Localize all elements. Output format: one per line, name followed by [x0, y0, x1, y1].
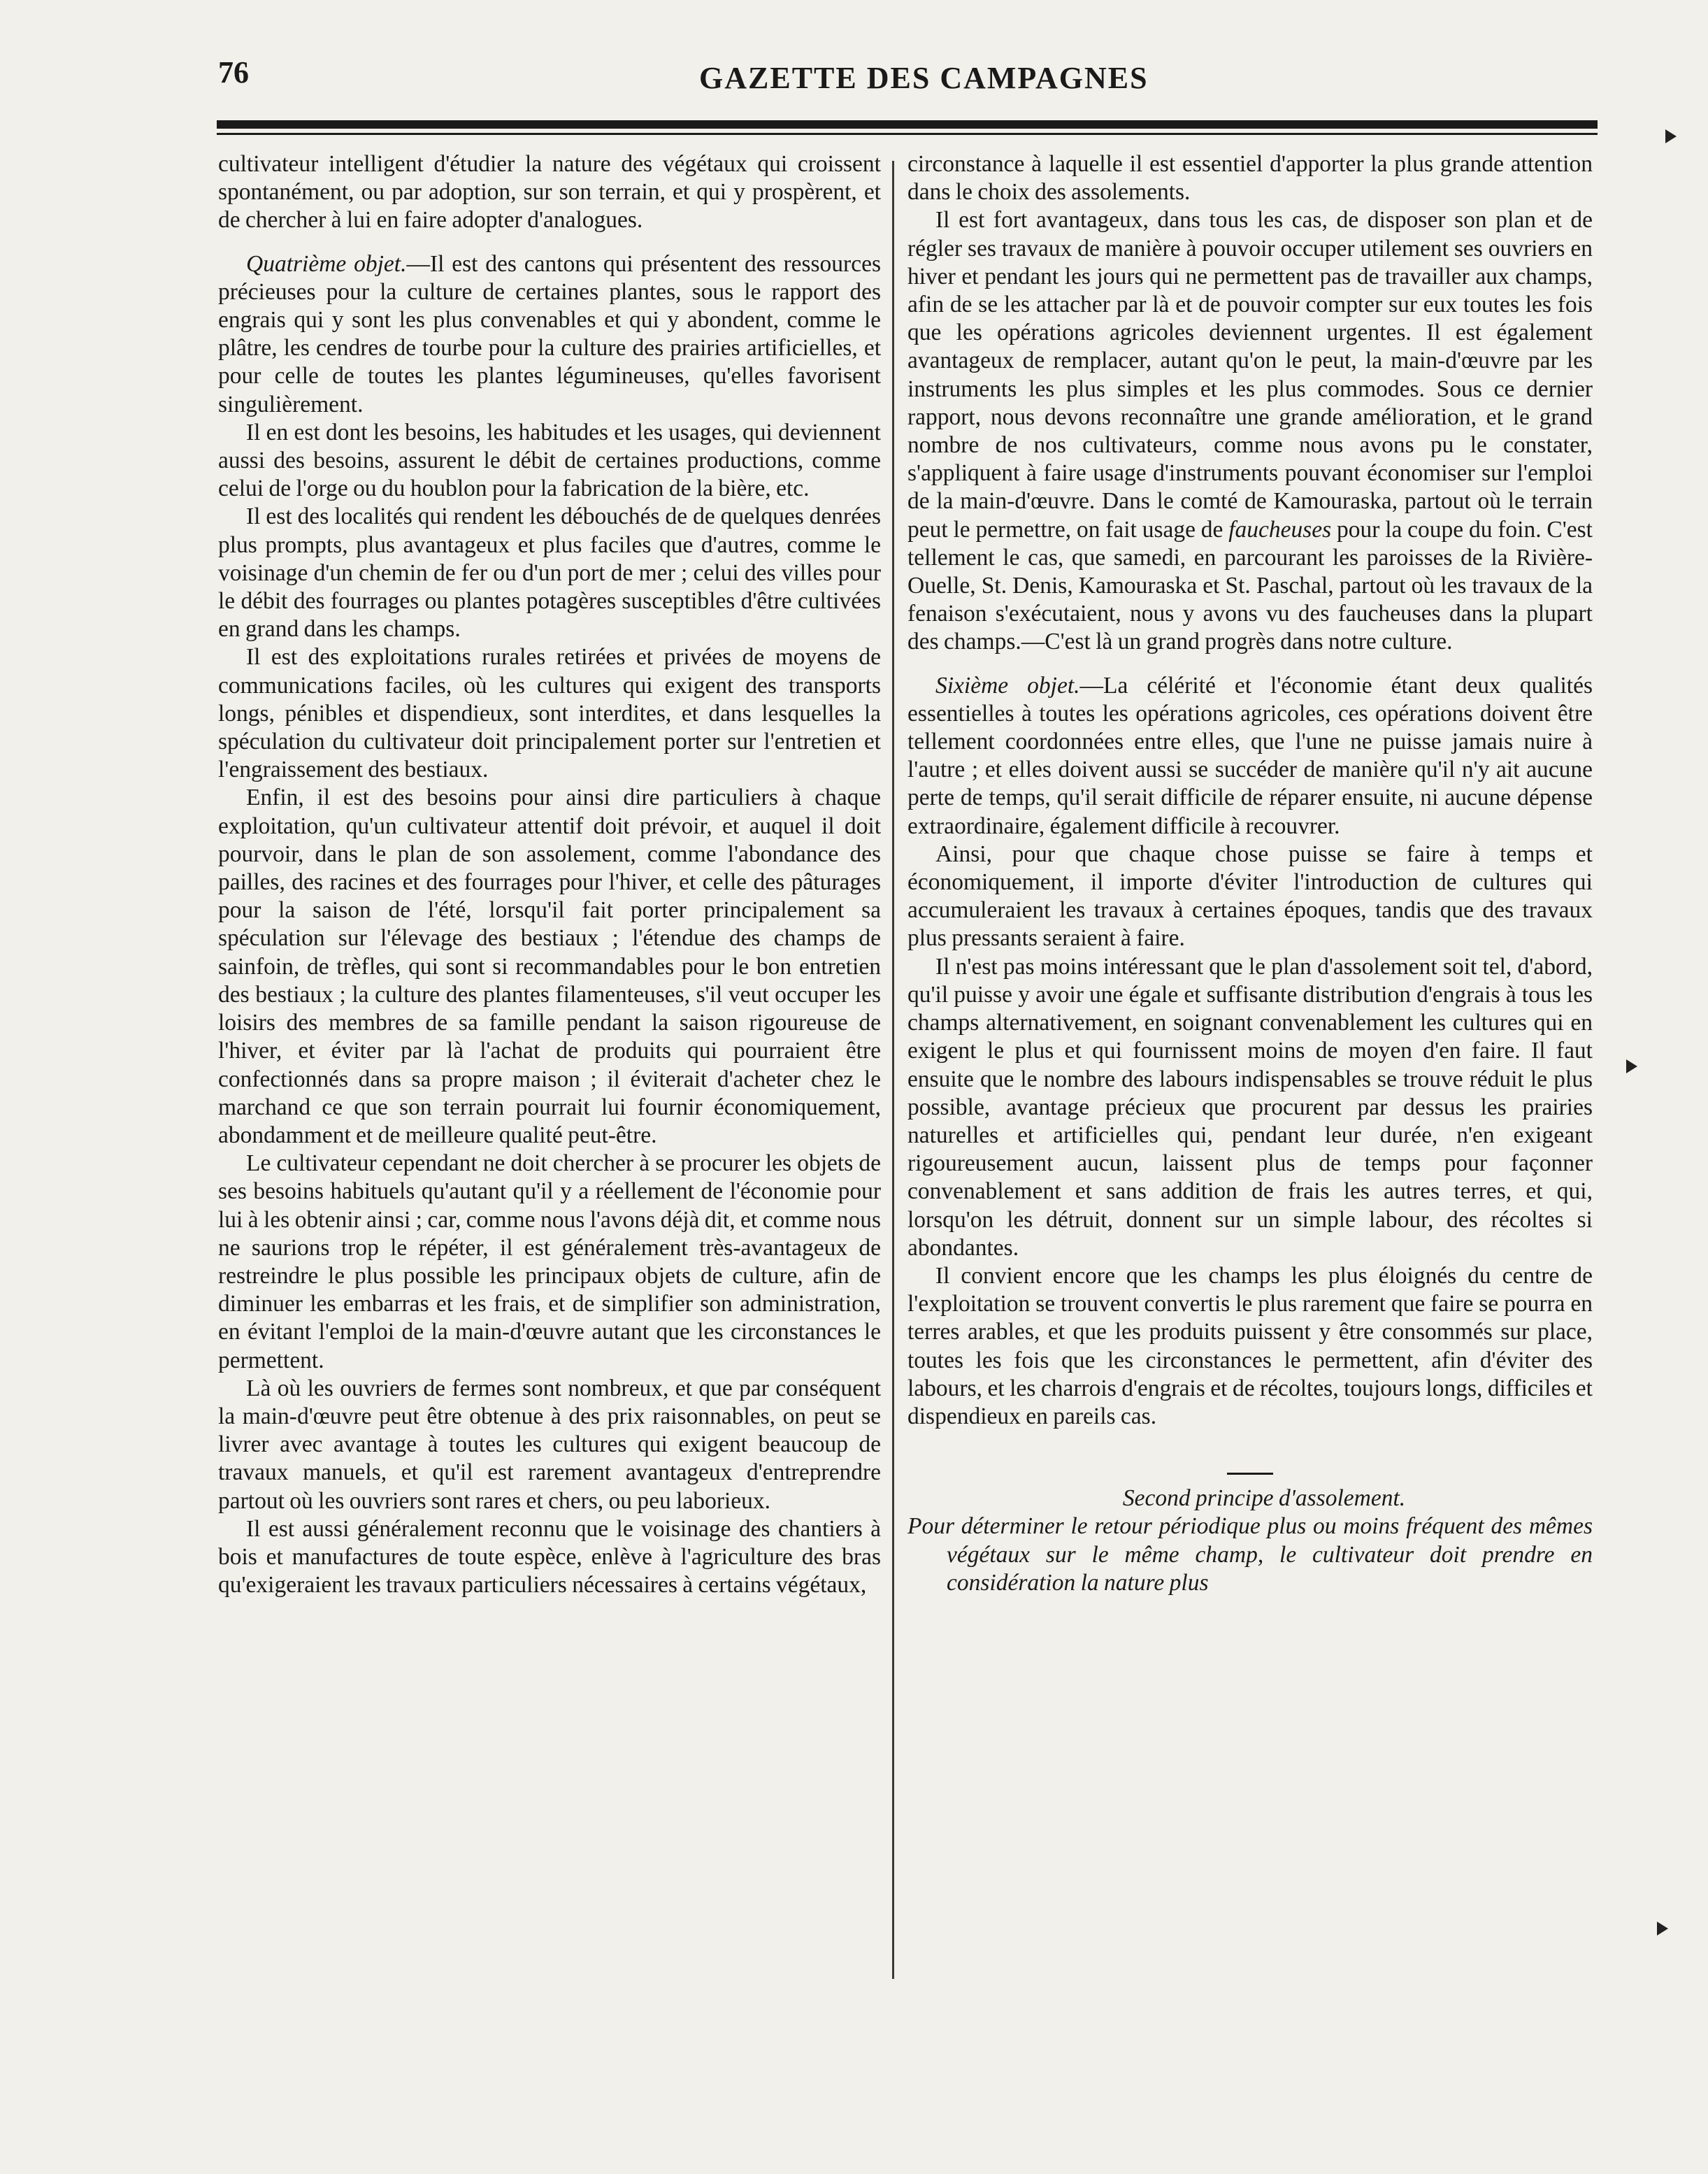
section-separator [1227, 1473, 1273, 1475]
paragraph: Le cultivateur cependant ne doit chercher à se procurer les objets de ses besoins habituels qu'autant qu'il y a réellement de l'économie pour lui à les obtenir ainsi ; car, comme nous l'avons déjà dit, et comme nous ne saurions trop le répéter, il est généralement très-avantageux de restreindre le plus possible les principaux objets de culture, afin de diminuer les embarras et les frais, et de simplifier son administration, en évitant l'emploi de la main-d'œuvre autant que les circonstances le permettent. [218, 1150, 881, 1373]
margin-mark [1657, 1922, 1668, 1936]
section-heading: Second principe d'assolement. [1122, 1485, 1406, 1512]
paragraph: Il convient encore que les champs les plus éloignés du centre de l'exploitation se trouvent convertis le plus rarement que faire se pourra en terres arables, et que les produits puissent y être consommés sur place, toutes les fois que les circonstances le permettent, afin d'éviter des labours, et les charrois d'engrais et de récoltes, toujours longs, difficiles et dispendieux en pareils cas. [907, 1262, 1593, 1429]
paragraph: cultivateur intelligent d'étudier la nature des végétaux qui croissent spontanément, ou par adoption, sur son terrain, et qui y prospèrent, et de chercher à lui en faire adopter d'analogues. [218, 151, 881, 234]
principle-statement: Pour déterminer le retour périodique plus ou moins fréquent des mêmes végétaux sur le même champ, le cultivateur doit prendre en considération la nature plus [907, 1513, 1593, 1596]
margin-mark [1665, 129, 1677, 143]
paragraph: Il est des exploitations rurales retirées et privées de moyens de communications faciles, où les cultures qui exigent des transports longs, pénibles et dispendieux, sont interdites, et dans lesquelles la spéculation du cultivateur doit principalement porter sur l'entretien et l'engraissement des bestiaux. [218, 644, 881, 783]
right-column [907, 150, 1593, 1597]
header-rule-thin [217, 133, 1598, 135]
paragraph: Il n'est pas moins intéressant que le plan d'assolement soit tel, d'abord, qu'il puisse y avoir une égale et suffisante distribution d'engrais à tous les champs alternativement, en soignant convenablement les cultures qui en exigent le plus et qui fournissent moins de moyen d'en faire. Il faut ensuite que le nombre des labours indispensables se trouve réduit le plus possible, avantage précieux que procurent par dessus les prairies naturelles et artificielles qui, pendant leur durée, n'en exigeant rigoureusement aucun, laissent plus de temps pour façonner convenablement et sans addition de frais les autres terres, et qui, lorsqu'on les détruit, donnent sur un simple labour, des récoltes si abondantes. [907, 953, 1593, 1261]
margin-mark [1626, 1059, 1637, 1073]
paragraph: Quatrième objet.—Il est des cantons qui présentent des ressources précieuses pour la culture de certaines plantes, sous le rapport des engrais qui y sont les plus convenables et qui y abondent, comme le plâtre, les cendres de tourbe pour la culture des prairies artificielles, et pour celle de toutes les plantes légumineuses, qu'elles favorisent singulièrement. [218, 250, 881, 417]
paragraph: Il est des localités qui rendent les débouchés de de quelques denrées plus prompts, plus avantageux et plus faciles que d'autres, comme le voisinage d'un chemin de fer ou d'un port de mer ; celui des villes pour le débit des fourrages ou plantes potagères susceptibles d'être cultivées en grand dans les champs. [218, 503, 881, 643]
page-header [210, 55, 1608, 103]
running-title: GAZETTE DES CAMPAGNES [699, 61, 1149, 95]
paragraph: Il en est dont les besoins, les habitudes et les usages, qui deviennent aussi des besoins, assurent le débit de certaines productions, comme celui de l'orge ou du houblon pour la fabrication de la bière, etc. [218, 419, 881, 502]
section-label: Sixième objet. [935, 672, 1080, 699]
left-column [218, 150, 881, 1599]
paragraph: Ainsi, pour que chaque chose puisse se faire à temps et économiquement, il importe d'éviter l'introduction de cultures qui accumuleraient les travaux à certaines époques, tandis que des travaux plus pressants seraient à faire. [907, 841, 1593, 952]
column-divider [892, 161, 894, 1979]
page-number: 76 [218, 55, 249, 90]
header-rule-thick [217, 120, 1598, 129]
paragraph: Sixième objet.—La célérité et l'économie étant deux qualités essentielles à toutes les opérations agricoles, ces opérations doivent être tellement coordonnées entre elles, que l'une ne puisse jamais nuire à l'autre ; et elles doivent aussi se succéder de manière qu'il n'y ait aucune perte de temps, qu'il serait difficile de réparer ensuite, ni aucune dépense extraordinaire, également difficile à recouvrer. [907, 672, 1593, 839]
paragraph: Enfin, il est des besoins pour ainsi dire particuliers à chaque exploitation, qu'un cultivateur attentif doit prévoir, et auquel il doit pourvoir, dans le plan de son assolement, comme l'abondance des pailles, des racines et des fourrages pour l'hiver, et celle des pâturages pour la saison de l'été, lorsqu'il fait porter principalement sa spéculation sur l'élevage des bestiaux ; l'étendue des champs de sainfoin, de trèfles, qui sont si recommandables pour le bon entretien des bestiaux ; la culture des plantes filamenteuses, s'il veut occuper les loisirs des membres de sa famille pendant la saison rigoureuse de l'hiver, et éviter par là l'achat de produits qui pourraient être confectionnés dans sa propre maison ; il éviterait d'acheter chez le marchand ce que son terrain pourrait lui fournir économiquement, abondamment et de meilleure qualité peut-être. [218, 785, 881, 1148]
paragraph: Là où les ouvriers de fermes sont nombreux, et que par conséquent la main-d'œuvre peut être obtenue à des prix raisonnables, on peut se livrer avec avantage à toutes les cultures qui exigent beaucoup de travaux manuels, et qu'il est rarement avantageux d'entreprendre partout où les ouvriers sont rares et chers, ou peu laborieux. [218, 1375, 881, 1514]
paragraph: Il est fort avantageux, dans tous les cas, de disposer son plan et de régler ses travaux de manière à pouvoir occuper utilement ses ouvriers en hiver et pendant les jours qui ne permettent pas de travailler aux champs, afin de se les attacher par là et de pouvoir compter sur eux toutes les fois que les opérations agricoles deviennent urgentes. Il est également avantageux de remplacer, autant qu'on le peut, la main-d'œuvre par les instruments les plus simples et les plus commodes. Sous ce dernier rapport, nous devons reconnaître une grande amélioration, et le grand nombre de nos cultivateurs, comme nous avons pu le constater, s'appliquent à faire usage d'instruments pouvant économiser sur l'emploi de la main-d'œuvre. Dans le comté de Kamouraska, partout où le terrain peut le permettre, on fait usage de faucheuses pour la coupe du foin. C'est tellement le cas, que samedi, en parcourant les paroisses de la Rivière-Ouelle, St. Denis, Kamouraska et St. Paschal, partout où les travaux de la fenaison s'exécutaient, nous y avons vu des faucheuses dans la plupart des champs.—C'est là un grand progrès dans notre culture. [907, 207, 1593, 655]
paragraph: Il est aussi généralement reconnu que le voisinage des chantiers à bois et manufactures de toute espèce, enlève à l'agriculture des bras qu'exigeraient les travaux particuliers nécessaires à certains végétaux, [218, 1515, 881, 1599]
paragraph: circonstance à laquelle il est essentiel d'apporter la plus grande attention dans le choix des assolements. [907, 151, 1593, 206]
section-label: Quatrième objet. [246, 250, 407, 277]
